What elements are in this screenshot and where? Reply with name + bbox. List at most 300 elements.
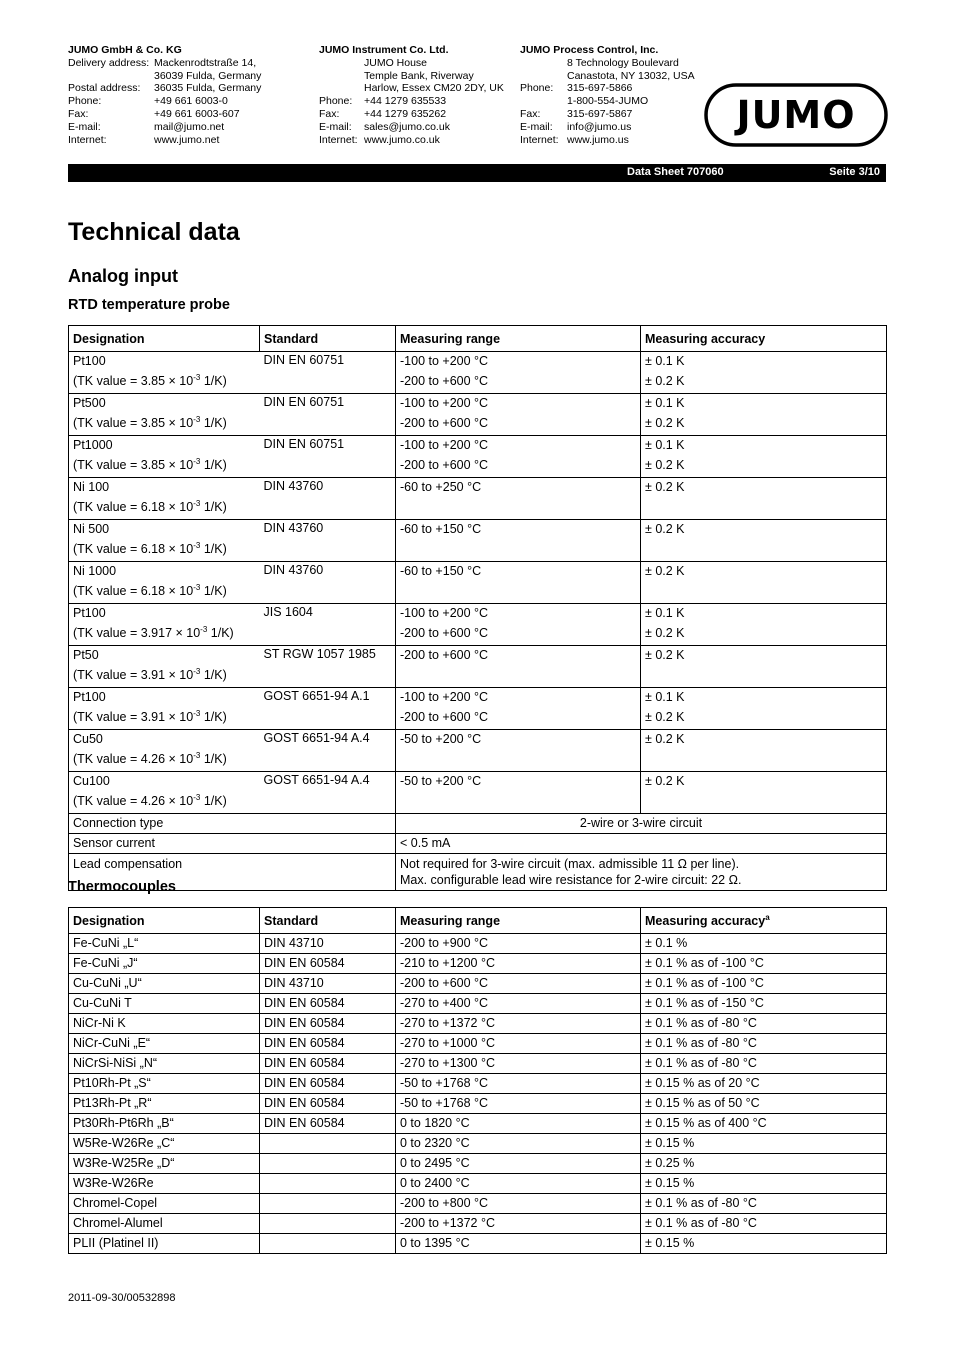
designation-cell: Pt30Rh-Pt6Rh „B“: [69, 1114, 260, 1134]
accuracy-cell: ± 0.1 % as of -80 °C: [641, 1034, 887, 1054]
designation-cell: Chromel-Alumel: [69, 1214, 260, 1234]
accuracy-cell: ± 0.15 % as of 20 °C: [641, 1074, 887, 1094]
standard-cell: [260, 1234, 396, 1254]
accuracy-value: ± 0.2 K: [645, 564, 685, 578]
address-value: mail@jumo.net: [154, 120, 225, 133]
address-value: +44 1279 635533: [364, 95, 447, 108]
designation-cell: PLII (Platinel II): [69, 1234, 260, 1254]
address-value: sales@jumo.co.uk: [364, 120, 450, 133]
lead-compensation-line: Not required for 3-wire circuit (max. admissible 11 Ω per line).: [400, 857, 740, 871]
rtd-row: [69, 478, 887, 520]
address-value: Harlow, Essex CM20 2DY, UK: [364, 82, 504, 95]
thermocouple-row: [69, 1134, 887, 1154]
col-measuring-accuracy: [641, 908, 887, 934]
rtd-row: [69, 730, 887, 772]
rtd-table: [68, 325, 887, 891]
range-value: -60 to +150 °C: [400, 564, 482, 578]
address-line: [68, 95, 261, 108]
tk-unit: 1/K): [207, 626, 234, 640]
accuracy-value: ± 0.2 K: [645, 522, 685, 536]
range-value: -60 to +150 °C: [400, 522, 482, 536]
accuracy-cell: [641, 478, 887, 520]
tk-text: (TK value = 6.18 × 10: [73, 500, 194, 514]
tk-unit: 1/K): [200, 794, 227, 808]
designation-cell: [69, 730, 260, 772]
range-value: -100 to +200 °C: [400, 690, 489, 704]
standard-cell: DIN 43710: [260, 974, 396, 994]
accuracy-cell: ± 0.1 % as of -80 °C: [641, 1214, 887, 1234]
range-cell: -50 to +1768 °C: [396, 1094, 641, 1114]
designation-cell: [69, 436, 260, 478]
tk-exponent: -3: [193, 666, 201, 676]
col-standard: Standard: [260, 326, 396, 352]
range-cell: [396, 352, 641, 394]
range-value: -200 to +600 °C: [400, 416, 489, 430]
rtd-header-row: [69, 326, 887, 352]
connection-type-value: 2-wire or 3-wire circuit: [396, 814, 887, 834]
thermocouple-row: [69, 1054, 887, 1074]
address-value: www.jumo.us: [567, 133, 629, 146]
range-value: -200 to +600 °C: [400, 710, 489, 724]
accuracy-cell: [641, 562, 887, 604]
range-cell: [396, 646, 641, 688]
standard-cell: DIN 43760: [260, 478, 396, 520]
tk-value: [73, 541, 256, 561]
tk-text: (TK value = 3.91 × 10: [73, 668, 194, 682]
address-value: www.jumo.net: [154, 133, 220, 146]
accuracy-value: ± 0.1 K: [645, 606, 685, 620]
address-label: Fax:: [319, 107, 340, 120]
tk-unit: 1/K): [200, 542, 227, 556]
standard-cell: DIN EN 60584: [260, 994, 396, 1014]
rtd-heading: RTD temperature probe: [68, 297, 230, 313]
col-standard: Standard: [260, 908, 396, 934]
rtd-row: [69, 562, 887, 604]
address-value: 315-697-5867: [567, 107, 633, 120]
thermocouple-row: [69, 954, 887, 974]
standard-cell: GOST 6651-94 A.4: [260, 772, 396, 814]
range-cell: 0 to 2400 °C: [396, 1174, 641, 1194]
accuracy-value: ± 0.2 K: [645, 458, 685, 472]
standard-cell: DIN 43710: [260, 934, 396, 954]
address-value: info@jumo.us: [567, 120, 632, 133]
tk-exponent: -3: [193, 708, 201, 718]
range-cell: 0 to 2320 °C: [396, 1134, 641, 1154]
address-line: [68, 70, 261, 83]
range-value: [400, 793, 636, 813]
tk-exponent: -3: [193, 372, 201, 382]
col-measuring-accuracy: Measuring accuracy: [641, 326, 887, 352]
tk-unit: 1/K): [200, 752, 227, 766]
standard-cell: DIN EN 60751: [260, 436, 396, 478]
designation-cell: [69, 688, 260, 730]
address-line: [520, 70, 695, 83]
range-cell: [396, 520, 641, 562]
thermocouple-row: [69, 1234, 887, 1254]
sensor-current-row: [69, 834, 887, 854]
address-line: [520, 82, 695, 95]
designation-cell: W3Re-W25Re „D“: [69, 1154, 260, 1174]
tk-text: (TK value = 4.26 × 10: [73, 752, 194, 766]
thermocouple-row: [69, 1014, 887, 1034]
accuracy-cell: ± 0.15 %: [641, 1234, 887, 1254]
standard-cell: [260, 1134, 396, 1154]
range-cell: -270 to +400 °C: [396, 994, 641, 1014]
thermocouple-row: [69, 1174, 887, 1194]
rtd-row: [69, 352, 887, 394]
range-value: [400, 541, 636, 561]
address-label: E-mail:: [68, 120, 101, 133]
col-measuring-range: Measuring range: [396, 326, 641, 352]
connection-type-row: [69, 814, 887, 834]
accuracy-header-text: Measuring accuracy: [645, 913, 766, 928]
range-value: -100 to +200 °C: [400, 396, 489, 410]
tk-value: [73, 373, 256, 393]
range-cell: [396, 604, 641, 646]
accuracy-value: ± 0.2 K: [645, 710, 685, 724]
address-line: [319, 108, 504, 121]
thermocouple-row: [69, 1114, 887, 1134]
tk-value: [73, 415, 256, 435]
range-cell: 0 to 1395 °C: [396, 1234, 641, 1254]
rtd-row: [69, 688, 887, 730]
designation-cell: NiCr-Ni K: [69, 1014, 260, 1034]
address-value: www.jumo.co.uk: [364, 133, 440, 146]
range-cell: -270 to +1000 °C: [396, 1034, 641, 1054]
range-value: -60 to +250 °C: [400, 480, 482, 494]
range-cell: [396, 772, 641, 814]
address-line: [68, 82, 261, 95]
range-cell: 0 to 1820 °C: [396, 1114, 641, 1134]
accuracy-value: ± 0.1 K: [645, 438, 685, 452]
document-footer: 2011-09-30/00532898: [68, 1292, 176, 1304]
tk-value: [73, 583, 256, 603]
thermocouple-row: [69, 1214, 887, 1234]
section-title: Analog input: [68, 266, 178, 286]
range-cell: [396, 394, 641, 436]
company-name: JUMO GmbH & Co. KG: [68, 44, 182, 56]
company-name: JUMO Instrument Co. Ltd.: [319, 44, 449, 56]
address-line: [319, 82, 504, 95]
address-jumo-uk: [319, 44, 504, 146]
address-line: [319, 134, 504, 147]
tk-text: (TK value = 3.917 × 10: [73, 626, 201, 640]
tk-exponent: -3: [193, 582, 201, 592]
tk-text: (TK value = 3.91 × 10: [73, 710, 194, 724]
designation-cell: [69, 604, 260, 646]
range-cell: -50 to +1768 °C: [396, 1074, 641, 1094]
range-cell: [396, 730, 641, 772]
thermocouple-row: [69, 1034, 887, 1054]
designation-cell: Chromel-Copel: [69, 1194, 260, 1214]
address-label: Phone:: [68, 95, 102, 108]
tk-text: (TK value = 6.18 × 10: [73, 542, 194, 556]
probe-name: Pt100: [73, 354, 106, 368]
accuracy-cell: [641, 646, 887, 688]
accuracy-cell: ± 0.15 % as of 50 °C: [641, 1094, 887, 1114]
probe-name: Ni 1000: [73, 564, 117, 578]
address-value: +49 661 6003-0: [154, 95, 228, 108]
accuracy-cell: [641, 520, 887, 562]
accuracy-value: ± 0.1 K: [645, 690, 685, 704]
range-value: [400, 583, 636, 603]
range-value: -50 to +200 °C: [400, 732, 482, 746]
range-cell: [396, 478, 641, 520]
lead-compensation-label: Lead compensation: [69, 854, 396, 891]
thermocouple-row: [69, 1074, 887, 1094]
probe-name: Pt500: [73, 396, 106, 410]
range-value: [400, 667, 636, 687]
standard-cell: [260, 1194, 396, 1214]
tk-text: (TK value = 4.26 × 10: [73, 794, 194, 808]
address-line: [520, 121, 695, 134]
designation-cell: [69, 394, 260, 436]
accuracy-value: ± 0.1 K: [645, 396, 685, 410]
standard-cell: DIN EN 60584: [260, 1114, 396, 1134]
tk-unit: 1/K): [200, 374, 227, 388]
accuracy-cell: ± 0.1 % as of -80 °C: [641, 1054, 887, 1074]
thermocouple-row: [69, 994, 887, 1014]
accuracy-cell: [641, 394, 887, 436]
accuracy-value: [645, 667, 882, 687]
probe-name: Ni 100: [73, 480, 110, 494]
designation-cell: NiCr-CuNi „E“: [69, 1034, 260, 1054]
designation-cell: Pt13Rh-Pt „R“: [69, 1094, 260, 1114]
standard-cell: DIN EN 60584: [260, 1034, 396, 1054]
address-line: [68, 108, 261, 121]
range-value: -100 to +200 °C: [400, 354, 489, 368]
tk-text: (TK value = 3.85 × 10: [73, 416, 194, 430]
address-label: Internet:: [68, 133, 107, 146]
address-line: [68, 134, 261, 147]
designation-cell: Fe-CuNi „J“: [69, 954, 260, 974]
address-line: [319, 95, 504, 108]
lead-compensation-line: Max. configurable lead wire resistance for 2-wire circuit: 22 Ω.: [400, 873, 742, 887]
accuracy-value: [645, 499, 882, 519]
accuracy-value: ± 0.2 K: [645, 374, 685, 388]
tk-value: [73, 499, 256, 519]
tk-value: [73, 667, 256, 687]
accuracy-cell: [641, 772, 887, 814]
rtd-row: [69, 646, 887, 688]
accuracy-value: [645, 793, 882, 813]
tk-text: (TK value = 3.85 × 10: [73, 458, 194, 472]
standard-cell: DIN EN 60584: [260, 954, 396, 974]
standard-cell: DIN EN 60584: [260, 1094, 396, 1114]
range-cell: -270 to +1300 °C: [396, 1054, 641, 1074]
page-title: Technical data: [68, 218, 240, 246]
standard-cell: ST RGW 1057 1985: [260, 646, 396, 688]
accuracy-value: ± 0.2 K: [645, 416, 685, 430]
thermocouple-row: [69, 974, 887, 994]
standard-cell: [260, 1174, 396, 1194]
address-line: [520, 95, 695, 108]
probe-name: Pt100: [73, 606, 106, 620]
designation-cell: [69, 520, 260, 562]
tk-exponent: -3: [193, 540, 201, 550]
tk-value: [73, 625, 256, 645]
address-line: [520, 108, 695, 121]
address-value: Mackenrodtstraße 14,: [154, 56, 257, 69]
range-cell: -210 to +1200 °C: [396, 954, 641, 974]
address-label: Phone:: [319, 95, 353, 108]
range-cell: [396, 688, 641, 730]
col-designation: Designation: [69, 326, 260, 352]
datasheet-number: Data Sheet 707060: [627, 166, 724, 178]
header-bar: [68, 164, 886, 182]
probe-name: Cu100: [73, 774, 110, 788]
tk-exponent: -3: [193, 750, 201, 760]
range-value: -200 to +600 °C: [400, 626, 489, 640]
address-line: [520, 134, 695, 147]
address-value: +49 661 6003-607: [154, 107, 240, 120]
standard-cell: [260, 1154, 396, 1174]
accuracy-cell: [641, 352, 887, 394]
jumo-logo: [704, 83, 888, 147]
standard-cell: DIN EN 60584: [260, 1014, 396, 1034]
accuracy-value: [645, 583, 882, 603]
range-value: -100 to +200 °C: [400, 606, 489, 620]
probe-name: Ni 500: [73, 522, 110, 536]
accuracy-cell: [641, 604, 887, 646]
designation-cell: [69, 562, 260, 604]
lead-compensation-value: [396, 854, 887, 891]
accuracy-value: [645, 751, 882, 771]
designation-cell: [69, 478, 260, 520]
probe-name: Pt1000: [73, 438, 113, 452]
range-cell: [396, 436, 641, 478]
standard-cell: JIS 1604: [260, 604, 396, 646]
tk-value: [73, 709, 256, 729]
address-value: Canastota, NY 13032, USA: [567, 69, 695, 82]
tk-unit: 1/K): [200, 500, 227, 514]
designation-cell: W3Re-W26Re: [69, 1174, 260, 1194]
range-cell: -200 to +800 °C: [396, 1194, 641, 1214]
probe-name: Pt50: [73, 648, 99, 662]
probe-name: Cu50: [73, 732, 103, 746]
accuracy-value: ± 0.2 K: [645, 732, 685, 746]
page-number: Seite 3/10: [829, 166, 880, 178]
accuracy-value: ± 0.2 K: [645, 774, 685, 788]
thermocouples-heading: Thermocouples: [68, 879, 176, 895]
tk-unit: 1/K): [200, 584, 227, 598]
address-label: Fax:: [68, 107, 89, 120]
range-cell: [396, 562, 641, 604]
tk-exponent: -3: [193, 456, 201, 466]
designation-cell: Cu-CuNi T: [69, 994, 260, 1014]
range-value: -100 to +200 °C: [400, 438, 489, 452]
tk-unit: 1/K): [200, 416, 227, 430]
tk-text: (TK value = 6.18 × 10: [73, 584, 194, 598]
logo-text: JUMO: [736, 93, 856, 137]
range-cell: -200 to +900 °C: [396, 934, 641, 954]
address-label: Postal address:: [68, 82, 141, 95]
accuracy-value: ± 0.1 K: [645, 354, 685, 368]
address-value: 315-697-5866: [567, 82, 633, 95]
address-value: 1-800-554-JUMO: [567, 95, 649, 108]
accuracy-cell: ± 0.1 % as of -80 °C: [641, 1194, 887, 1214]
tc-header-row: [69, 908, 887, 934]
standard-cell: DIN EN 60584: [260, 1054, 396, 1074]
rtd-row: [69, 394, 887, 436]
rtd-row: [69, 772, 887, 814]
accuracy-value: ± 0.2 K: [645, 648, 685, 662]
range-value: [400, 751, 636, 771]
accuracy-cell: ± 0.15 %: [641, 1174, 887, 1194]
range-value: -200 to +600 °C: [400, 648, 489, 662]
accuracy-cell: ± 0.1 % as of -100 °C: [641, 974, 887, 994]
standard-cell: DIN 43760: [260, 562, 396, 604]
range-value: [400, 499, 636, 519]
company-name: JUMO Process Control, Inc.: [520, 44, 659, 56]
range-cell: 0 to 2495 °C: [396, 1154, 641, 1174]
rtd-row: [69, 436, 887, 478]
address-value: 36039 Fulda, Germany: [154, 69, 262, 82]
col-designation: Designation: [69, 908, 260, 934]
address-line: [520, 57, 695, 70]
tk-exponent: -3: [193, 414, 201, 424]
designation-cell: Fe-CuNi „L“: [69, 934, 260, 954]
address-line: [68, 57, 261, 70]
standard-cell: [260, 1214, 396, 1234]
probe-name: Pt100: [73, 690, 106, 704]
address-line: [319, 121, 504, 134]
sensor-current-label: Sensor current: [69, 834, 396, 854]
range-cell: -200 to +1372 °C: [396, 1214, 641, 1234]
address-label: E-mail:: [319, 120, 352, 133]
thermocouple-row: [69, 1094, 887, 1114]
accuracy-cell: ± 0.1 %: [641, 934, 887, 954]
address-value: Temple Bank, Riverway: [364, 69, 474, 82]
address-label: Delivery address:: [68, 56, 150, 69]
tk-value: [73, 457, 256, 477]
thermocouple-row: [69, 1154, 887, 1174]
designation-cell: NiCrSi-NiSi „N“: [69, 1054, 260, 1074]
tk-text: (TK value = 3.85 × 10: [73, 374, 194, 388]
standard-cell: DIN EN 60584: [260, 1074, 396, 1094]
tk-exponent: -3: [193, 792, 201, 802]
thermocouples-table: [68, 907, 887, 1254]
accuracy-value: ± 0.2 K: [645, 626, 685, 640]
address-label: Internet:: [520, 133, 559, 146]
rtd-row: [69, 520, 887, 562]
accuracy-cell: [641, 436, 887, 478]
tk-unit: 1/K): [200, 458, 227, 472]
range-value: -200 to +600 °C: [400, 374, 489, 388]
range-value: -200 to +600 °C: [400, 458, 489, 472]
designation-cell: [69, 646, 260, 688]
address-label: Internet:: [319, 133, 358, 146]
tk-value: [73, 793, 256, 813]
range-value: -50 to +200 °C: [400, 774, 482, 788]
accuracy-cell: ± 0.15 % as of 400 °C: [641, 1114, 887, 1134]
thermocouple-row: [69, 1194, 887, 1214]
address-jumo-usa: [520, 44, 695, 146]
address-line: [319, 70, 504, 83]
tk-unit: 1/K): [200, 668, 227, 682]
accuracy-cell: ± 0.1 % as of -100 °C: [641, 954, 887, 974]
address-line: [319, 57, 504, 70]
tk-value: [73, 751, 256, 771]
accuracy-cell: [641, 688, 887, 730]
address-value: JUMO House: [364, 56, 428, 69]
designation-cell: W5Re-W26Re „C“: [69, 1134, 260, 1154]
standard-cell: GOST 6651-94 A.1: [260, 688, 396, 730]
standard-cell: DIN EN 60751: [260, 352, 396, 394]
accuracy-value: ± 0.2 K: [645, 480, 685, 494]
accuracy-value: [645, 541, 882, 561]
accuracy-cell: [641, 730, 887, 772]
